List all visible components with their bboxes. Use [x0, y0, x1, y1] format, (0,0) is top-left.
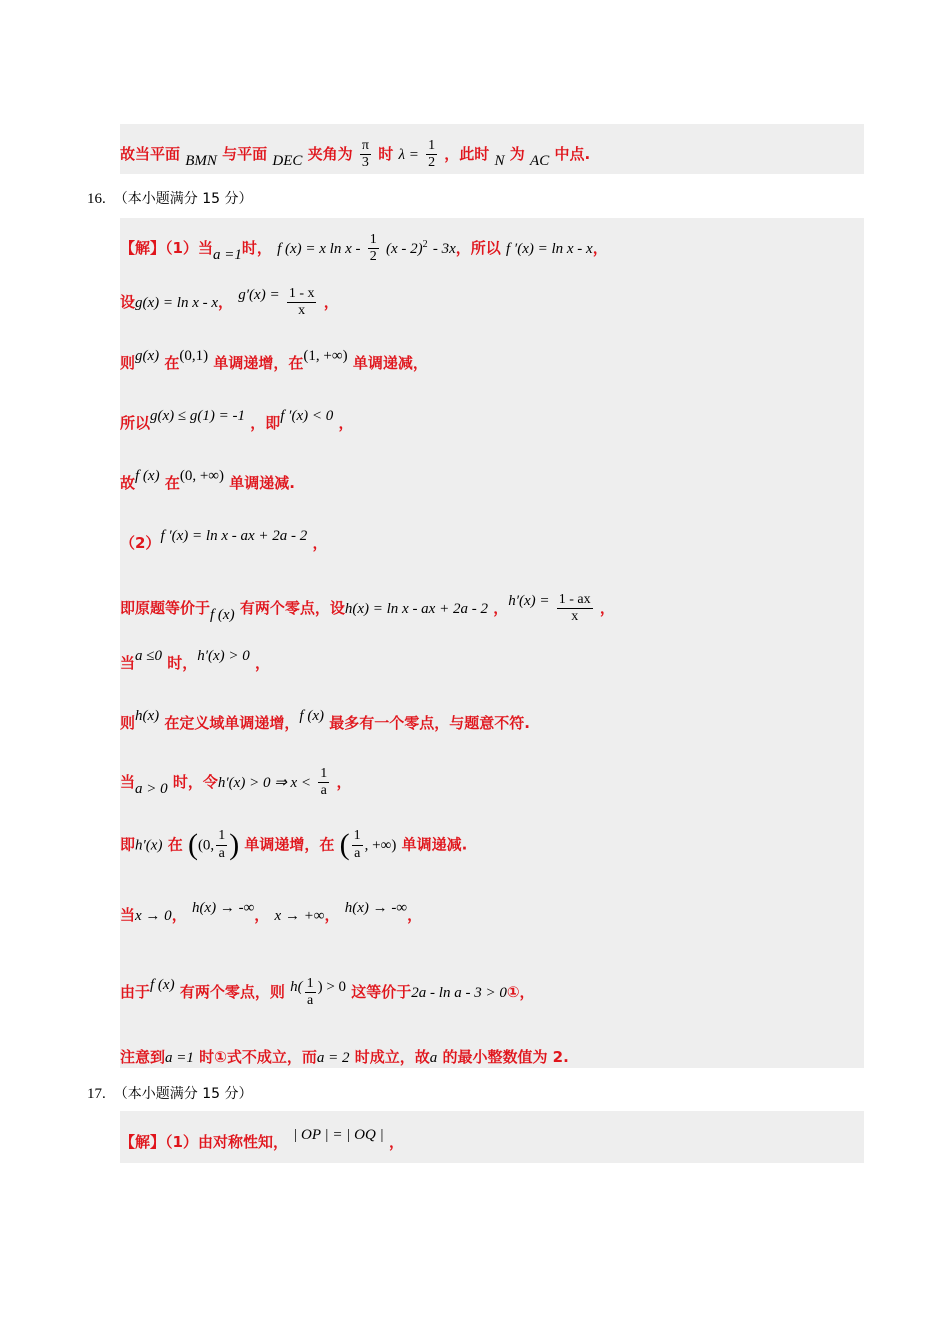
- answer-box-15: [120, 124, 864, 174]
- question-16-header: [87, 188, 252, 208]
- answer-box-16: [120, 218, 864, 1068]
- text: 中点.: [554, 145, 591, 164]
- question-note: （本小题满分 15 分）: [113, 191, 253, 207]
- question-17-header: [87, 1083, 252, 1103]
- solution-line-4: 所以g(x) ≤ g(1) = -1 ，即f ′(x) < 0 ，: [120, 408, 354, 432]
- text: 夹角为: [307, 145, 353, 164]
- fraction-pi-3: $\frac{\pi}{3}$: [361, 138, 369, 171]
- solution-line-2: 设g(x) = ln x - x， g′(x) = $\frac{1 - x}{x}$ ，: [120, 286, 339, 319]
- text: ，此时: [444, 145, 490, 164]
- text: 为: [509, 145, 525, 164]
- math: AC: [530, 153, 550, 170]
- text: 与平面: [222, 145, 268, 164]
- math: N: [494, 153, 505, 170]
- solution-line-9: 则h(x) 在定义域单调递增，f (x) 最多有一个零点，与题意不符.: [120, 708, 530, 732]
- question-number: 17.: [87, 1086, 106, 1102]
- solution-17-line-1: 【解】（1）由对称性知， | OP | = | OQ | ，: [120, 1127, 404, 1151]
- solution-line-8: 当a ≤0 时，h′(x) > 0 ，: [120, 648, 271, 672]
- math: BMN: [185, 153, 217, 170]
- solution-line-12: 当x → 0， h(x) → -∞， x → +∞， h(x) → -∞，: [120, 900, 423, 924]
- solution-line-7: 即原题等价于f (x) 有两个零点，设h(x) = ln x - ax + 2a - 2 ，h′(x) = $\frac{1 - ax}{x}$ ，: [120, 592, 615, 625]
- question-number: 16.: [87, 191, 106, 207]
- solution-line-5: 故f (x) 在(0, +∞) 单调递减.: [120, 468, 295, 492]
- solution-line-14: 注意到a =1 时①式不成立，而a = 2 时成立，故a 的最小整数值为 2.: [120, 1048, 569, 1066]
- solution-line-6: （2）f ′(x) = ln x - ax + 2a - 2 ，: [120, 528, 328, 552]
- question-note: （本小题满分 15 分）: [113, 1086, 253, 1102]
- conclusion-line: [120, 138, 590, 171]
- solution-line-13: 由于f (x) 有两个零点，则 h( $\frac{1}{a}$ ) > 0 这等价于2a - ln a - 3 > 0①，: [120, 976, 535, 1009]
- fraction-half: $\frac{1}{2}$: [428, 138, 436, 171]
- solution-line-1: 【解】（1）当a =1时， f (x) = x ln x - $\frac{1}{2}$ (x - 2)$^2$ - 3x，所以 f ′(x) = ln x - x，: [120, 232, 608, 265]
- solution-line-11: 即h′(x) 在 ((0, $\frac{1}{a}$ ) 单调递增，在 ( $\frac{1}{a}$ , +∞) 单调递减.: [120, 828, 468, 861]
- text: 时: [378, 145, 394, 164]
- answer-box-17: [120, 1111, 864, 1163]
- math: DEC: [272, 153, 303, 170]
- math: λ =: [398, 147, 419, 164]
- solution-line-10: 当a > 0 时，令h′(x) > 0 ⇒ x < $\frac{1}{a}$ ，: [120, 766, 352, 799]
- solution-line-3: 则g(x) 在(0,1) 单调递增，在(1, +∞) 单调递减，: [120, 348, 428, 372]
- text: 故当平面: [120, 145, 181, 164]
